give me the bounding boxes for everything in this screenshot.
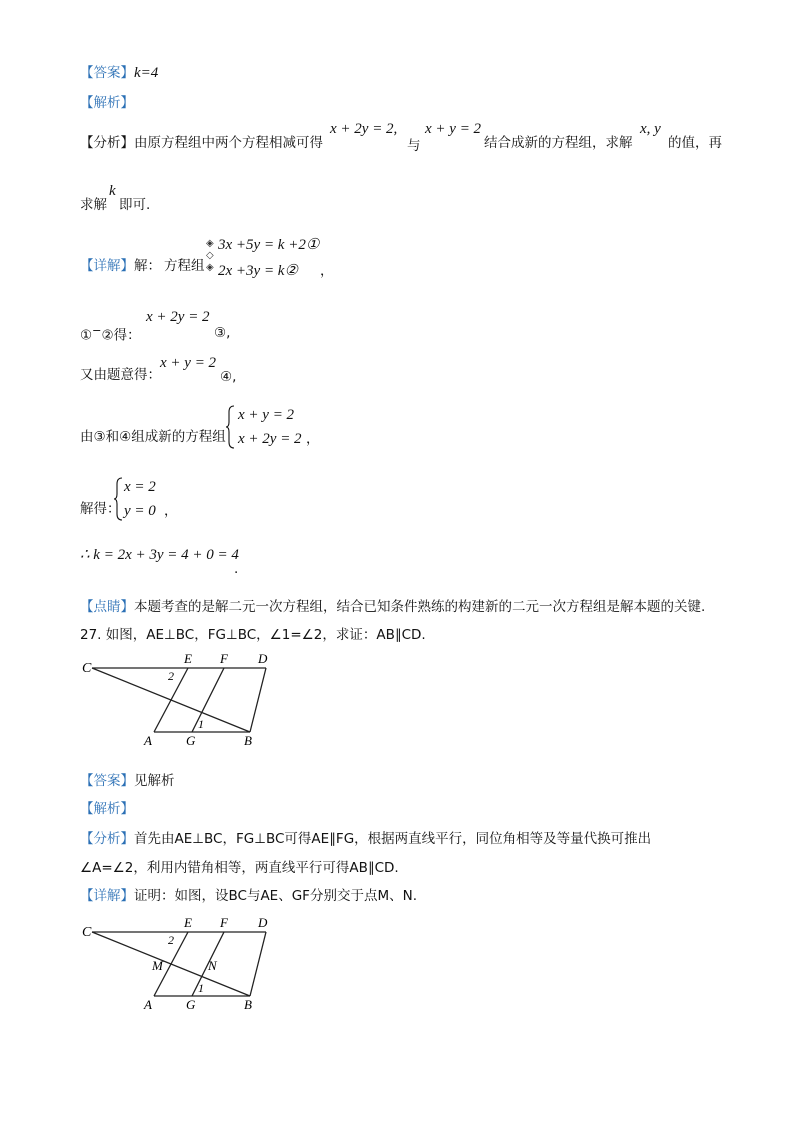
answer-value: k=4	[134, 65, 159, 81]
sol-eq2: y = 0	[124, 503, 156, 519]
question-27: 27. 如图，AE⊥BC，FG⊥BC，∠1=∠2，求证：AB∥CD.	[80, 627, 426, 643]
answer-value: 见解析	[134, 773, 175, 789]
fenxi-part3: 结合成新的方程组，求解	[484, 135, 633, 151]
broken-brace-glyph: ◈ ◇ ◈	[206, 238, 214, 273]
label-F: F	[220, 915, 228, 930]
step1-text: ②得：	[101, 327, 141, 344]
comma: ，	[320, 263, 334, 279]
geometry-figure-1	[80, 648, 280, 748]
step1-minus: −	[92, 324, 102, 337]
brace-icon	[114, 476, 124, 522]
system-eq2: 2x +3y = k②	[218, 263, 298, 279]
xiangjie-text: 证明：如图，设BC与AE、GF分别交于点M、N.	[134, 888, 417, 904]
fenxi-line-q27	[80, 830, 651, 848]
label-N: N	[208, 958, 217, 973]
answer-tag: 【答案】	[80, 773, 134, 789]
label-angle-1: 1	[198, 717, 204, 731]
step2-text: 又由题意得：	[80, 367, 161, 383]
system-eq1: 3x +5y = k +2①	[218, 237, 320, 253]
fenxi-k: k	[109, 183, 116, 199]
xiangjie-tag: 【详解】	[80, 258, 134, 274]
answer-tag: 【答案】	[80, 65, 134, 81]
xiangjie-line	[80, 257, 161, 275]
fenxi-text: 首先由AE⊥BC，FG⊥BC可得AE∥FG，根据两直线平行，同位角相等及等量代换可推出	[134, 831, 652, 847]
label-E: E	[184, 651, 192, 666]
step2-eq: x + y = 2	[160, 355, 217, 371]
dianjing-tag: 【点睛】	[80, 599, 134, 615]
xiangjie-text2: 方程组	[164, 258, 205, 274]
label-C: C	[82, 925, 92, 940]
fenxi-part5: 求解	[80, 197, 107, 213]
label-A: A	[144, 997, 152, 1012]
analysis-heading-q27: 【解析】	[80, 801, 134, 817]
fenxi-tag: 【分析】	[80, 135, 134, 151]
label-F: F	[220, 651, 228, 666]
fenxi-line2-q27: ∠A=∠2，利用内错角相等，两直线平行可得AB∥CD.	[80, 860, 399, 876]
sol-text: 解得：	[80, 501, 121, 517]
xiangjie-tag: 【详解】	[80, 888, 134, 904]
xiangjie-text1: 解：	[134, 258, 161, 274]
label-G: G	[186, 997, 196, 1012]
label-B: B	[244, 997, 252, 1012]
label-A: A	[144, 733, 152, 748]
dianjing-text: 本题考查的是解二元一次方程组，结合已知条件熟练的构建新的二元一次方程组是解本题的关键.	[134, 599, 706, 615]
step1-circle1: ①	[80, 327, 93, 344]
label-D: D	[258, 651, 268, 666]
label-E: E	[184, 915, 192, 930]
fenxi-with: 与	[407, 138, 421, 154]
step1-tail: ③,	[214, 325, 231, 341]
answer-line-q27	[80, 772, 175, 790]
label-G: G	[186, 733, 196, 748]
fenxi-text-1	[80, 134, 323, 152]
fenxi-part4: 的值，再	[668, 135, 722, 151]
k-dot: .	[234, 561, 239, 577]
step1-eq: x + 2y = 2	[146, 309, 210, 325]
fenxi-part6: 即可.	[119, 197, 151, 213]
label-M: M	[152, 958, 163, 973]
fenxi-tag: 【分析】	[80, 831, 134, 847]
sol-tail: ，	[164, 503, 178, 519]
label-angle-2: 2	[168, 933, 174, 947]
dianjing-line	[80, 598, 705, 616]
brace-icon	[226, 404, 236, 450]
analysis-heading-q26: 【解析】	[80, 95, 134, 111]
label-angle-2: 2	[168, 669, 174, 683]
fenxi-eq1: x + 2y = 2,	[330, 121, 398, 137]
step3-eq1: x + y = 2	[238, 407, 295, 423]
step3-tail: ，	[306, 431, 320, 447]
label-D: D	[258, 915, 268, 930]
step3-text: 由③和④组成新的方程组	[80, 429, 226, 445]
fenxi-eq2: x + y = 2	[425, 121, 482, 137]
answer-line-q26	[80, 64, 158, 82]
step1-label	[80, 322, 141, 345]
k-result: ∴ k = 2x + 3y = 4 + 0 = 4	[80, 547, 239, 563]
label-angle-1: 1	[198, 981, 204, 995]
sol-eq1: x = 2	[124, 479, 156, 495]
fenxi-xy: x, y	[640, 121, 661, 137]
label-B: B	[244, 733, 252, 748]
fenxi-part1: 由原方程组中两个方程相减可得	[134, 135, 323, 151]
step3-eq2: x + 2y = 2	[238, 431, 302, 447]
xiangjie-line-q27	[80, 887, 417, 905]
label-C: C	[82, 661, 92, 676]
geometry-figure-2	[80, 912, 280, 1012]
step2-tail: ④,	[220, 369, 237, 385]
